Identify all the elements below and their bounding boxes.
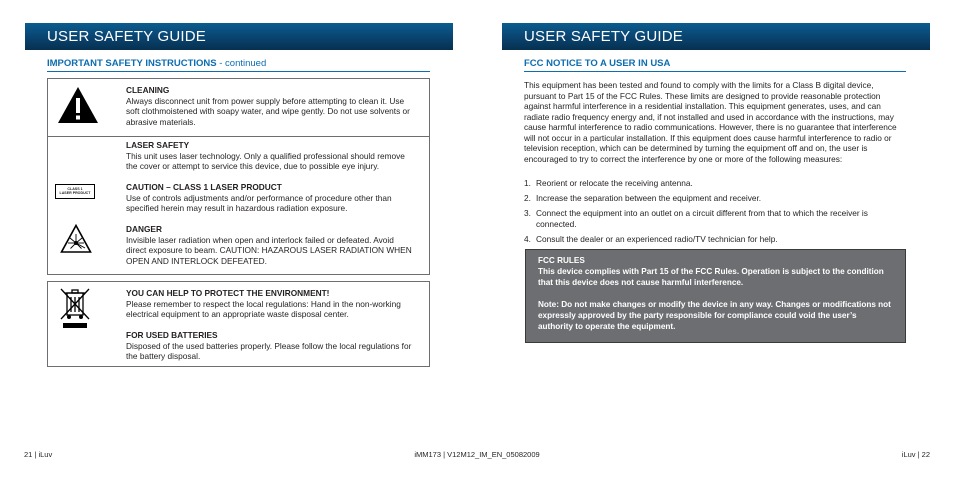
box-divider (48, 136, 429, 137)
fcc-rules-box (525, 249, 906, 343)
safety-box-environment (47, 281, 430, 367)
list-item-number: 2. (524, 193, 531, 204)
list-item-number: 1. (524, 178, 531, 188)
caution-class1-title: CAUTION – CLASS 1 LASER PRODUCT (126, 182, 282, 192)
continued-label: - continued (216, 58, 267, 69)
important-safety-title: IMPORTANT SAFETY INSTRUCTIONS (47, 58, 217, 69)
left-page-banner (25, 23, 453, 50)
batteries-text: Disposed of the used batteries properly. Please follow the local regulations for the battery disposal. (126, 340, 412, 362)
list-item (524, 178, 894, 189)
list-item-text: Connect the equipment into an outlet on a circuit different from that to which the receiver is connected. (536, 208, 868, 229)
danger-text: Invisible laser radiation when open and interlock failed or defeated. Avoid direct exposure to beam. CAUTION: HAZAROUS LASER RADIATION WHEN OPEN AND INTERLOCK DEFEATED. (126, 234, 412, 266)
cleaning-entry (126, 85, 415, 127)
list-item (524, 208, 894, 229)
laser-safety-entry (126, 140, 415, 172)
class1-label-line1: CLASS 1 (67, 186, 83, 191)
laser-safety-title: LASER SAFETY (126, 140, 190, 150)
class1-label-line2: LASER PRODUCT (59, 191, 91, 195)
danger-title: DANGER (126, 224, 162, 234)
left-banner-title: USER SAFETY GUIDE (47, 28, 206, 45)
right-page-number: iLuv | 22 (901, 450, 930, 459)
class1-laser-label-icon (55, 184, 95, 199)
fcc-measures-list (524, 178, 894, 249)
list-item (524, 234, 894, 245)
fcc-rules-text: This device complies with Part 15 of the FCC Rules. Operation is subject to the condition that this device does not cause harmful interference. (538, 267, 884, 287)
list-item-number: 4. (524, 233, 531, 244)
important-safety-heading (47, 58, 430, 72)
fcc-note (538, 299, 893, 332)
fcc-notice-heading (524, 58, 906, 72)
cleaning-title: CLEANING (126, 85, 170, 95)
list-item (524, 193, 894, 204)
warning-triangle-icon (56, 85, 100, 125)
fcc-rules-title: FCC RULES (538, 256, 585, 265)
safety-box-laser (47, 78, 430, 275)
cleaning-text: Always disconnect unit from power supply before attempting to clean it. Use soft clothmoistened with soapy water, and wipe gently. Do not use solvents or abrasive materials. (126, 95, 410, 127)
laser-safety-text: This unit uses laser technology. Only a qualified professional should remove the cover or attempt to service this device, due to possible eye injury. (126, 150, 405, 172)
fcc-note-text: Do not make changes or modify the device in any way. Changes or modifications not expressly approved by the party responsible for compliance could void the user’s authority to operate the equipment. (538, 300, 891, 331)
right-banner-title: USER SAFETY GUIDE (524, 28, 683, 45)
batteries-entry (126, 330, 415, 362)
document-code: iMM173 | V12M12_IM_EN_05082009 (414, 450, 540, 459)
list-item-text: Reorient or relocate the receiving antenna. (536, 178, 693, 188)
caution-class1-text: Use of controls adjustments and/or performance of procedure other than specified herein may result in hazardous radiation exposure. (126, 192, 392, 214)
list-item-number: 3. (524, 208, 531, 219)
left-page-number: 21 | iLuv (24, 450, 53, 459)
list-item-text: Increase the separation between the equipment and receiver. (536, 193, 762, 204)
list-item-text: Consult the dealer or an experienced radio/TV technician for help. (536, 233, 778, 244)
fcc-intro-paragraph: This equipment has been tested and found to comply with the limits for a Class B digital device, pursuant to Part 15 of the FCC Rules. These limits are designed to provide reasonable protection against harmful interference in a residential installation. This equipment generates, uses, and can radiate radio frequency energy and, if not installed and used in accordance with the instructions, may cause harmful interference to radio communications. However, there is no guarantee that interference will not occur in a particular installation. If this equipment does cause harmful interference to radio or television reception, which can be determined by turning the equipment off and on, the user is encouraged to try to correct the interference by one or more of the following measures: (524, 80, 897, 164)
weee-bin-icon (58, 286, 92, 330)
fcc-notice-title: FCC NOTICE TO A USER IN USA (524, 58, 671, 69)
fcc-note-label: Note: (538, 300, 559, 309)
environment-title: YOU CAN HELP TO PROTECT THE ENVIRONMENT! (126, 288, 330, 298)
caution-class1-entry (126, 182, 415, 214)
environment-entry (126, 288, 415, 320)
batteries-title: FOR USED BATTERIES (126, 330, 218, 340)
right-page-banner (502, 23, 930, 50)
laser-radiation-icon (60, 224, 92, 254)
danger-entry (126, 224, 415, 266)
environment-text: Please remember to respect the local regulations: Hand in the non-working electrical equipment to an appropriate waste disposal center. (126, 298, 401, 320)
